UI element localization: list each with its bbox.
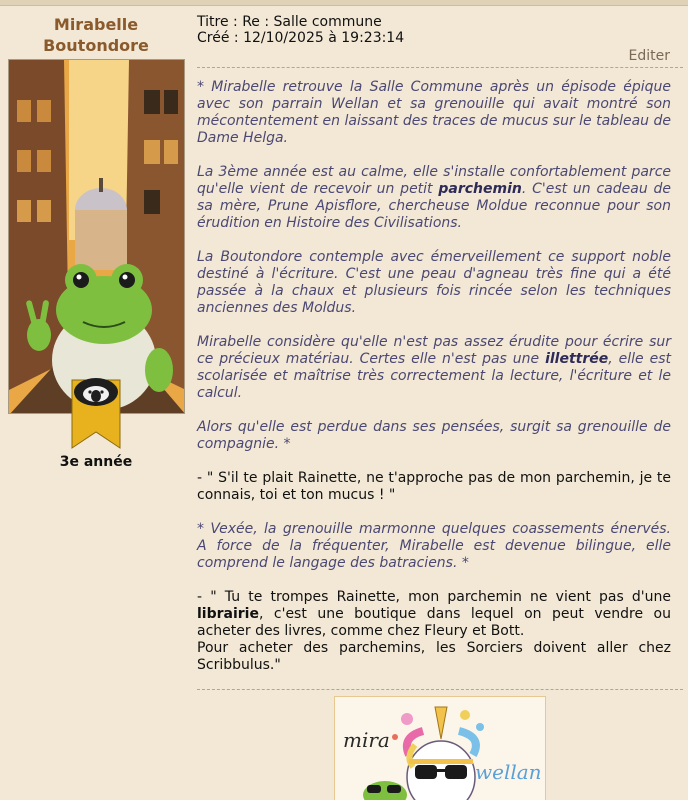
post-paragraph-8-d: Pour acheter des parchemins, les Sorciers doivent aller chez Scribbulus." bbox=[197, 640, 671, 673]
post-body bbox=[197, 79, 671, 674]
post-paragraph-3: La Boutondore contemple avec émerveillement ce support noble destiné à l'écriture. C'est une peau d'agneau très fine qui a été passée à la chaux et plusieurs fois rincée selon les techniques anciennes des Moldus. bbox=[197, 249, 671, 316]
post-paragraph-8-a: - " Tu te trompes Rainette, mon parchemin ne vient pas d'une bbox=[197, 589, 671, 605]
post-date-value: 12/10/2025 à 19:23:14 bbox=[243, 30, 405, 46]
keyword-parchemin: parchemin bbox=[438, 181, 522, 197]
post-divider-signature bbox=[197, 689, 683, 690]
edit-link[interactable]: Editer bbox=[628, 48, 670, 64]
post-paragraph-2-a: La 3ème année est au calme, elle s'installe confortablement parce qu'elle vient de recevoir un petit bbox=[197, 164, 671, 197]
post-title-value: Re : Salle commune bbox=[242, 14, 382, 30]
author-name-line1: Mirabelle bbox=[53, 15, 139, 34]
badger-banner-icon bbox=[68, 370, 124, 450]
author-panel bbox=[0, 6, 192, 800]
post-divider-top bbox=[197, 67, 683, 68]
frog-avatar bbox=[8, 59, 185, 414]
signature-word-mira: mira bbox=[343, 728, 390, 752]
post-paragraph-1: * Mirabelle retrouve la Salle Commune après un épisode épique avec son parrain Wellan et sa grenouille qui avait montré son mécontentement en laissant des traces de mucus sur le tableau de Dame Helga. bbox=[197, 79, 671, 146]
keyword-librairie: librairie bbox=[197, 606, 259, 622]
signature-word-wellan: wellan bbox=[475, 760, 542, 784]
author-name-line2: Boutondore bbox=[43, 36, 149, 55]
post-date-label: Créé : bbox=[197, 30, 244, 46]
author-name[interactable] bbox=[0, 14, 192, 56]
post-title-label: Titre : bbox=[197, 14, 243, 30]
post-title bbox=[197, 14, 382, 30]
post-paragraph-2-c: . C'est un cadeau de sa mère, Prune Apisflore, chercheuse Moldue reconnue pour son érudition en Histoire des Civilisations. bbox=[197, 181, 671, 231]
post-paragraph-5: Alors qu'elle est perdue dans ses pensées, surgit sa grenouille de compagnie. * bbox=[197, 419, 671, 452]
post-date bbox=[197, 30, 404, 46]
author-year: 3e année bbox=[59, 454, 133, 470]
post-paragraph-8 bbox=[197, 589, 671, 674]
keyword-illettree: illettrée bbox=[545, 351, 609, 367]
post-paragraph-7: * Vexée, la grenouille marmonne quelques coassements énervés. A force de la fréquenter, Mirabelle est devenue bilingue, elle comprend le langage des batraciens. * bbox=[197, 521, 671, 571]
post-paragraph-2 bbox=[197, 164, 671, 232]
post-paragraph-4 bbox=[197, 334, 671, 402]
post-paragraph-4-c: , elle est scolarisée et maîtrise très correctement la lecture, l'écriture et le calcul. bbox=[197, 351, 671, 401]
post-paragraph-8-c: , c'est une boutique dans lequel on peut vendre ou acheter des livres, comme chez Fleury et Bott. bbox=[197, 606, 671, 639]
post-paragraph-4-a: Mirabelle considère qu'elle n'est pas assez érudite pour écrire sur ce précieux matériau. Certes elle n'est pas une bbox=[197, 334, 671, 367]
signature-image bbox=[334, 696, 546, 800]
post-paragraph-6: - " S'il te plait Rainette, ne t'approche pas de mon parchemin, je te connais, toi et ton mucus ! " bbox=[197, 470, 671, 503]
